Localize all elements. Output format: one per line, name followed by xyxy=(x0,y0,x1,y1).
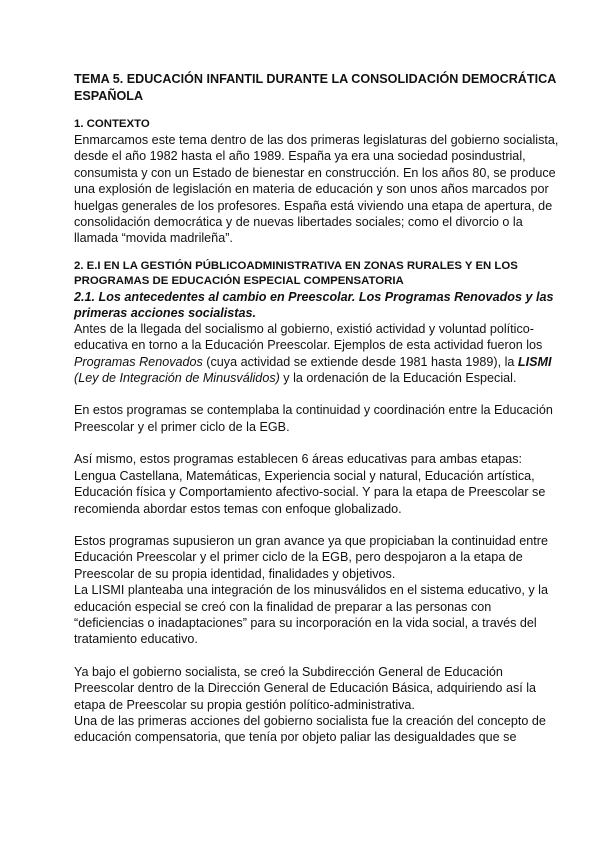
section-heading-gestion: 2. E.I EN LA GESTIÓN PÚBLICOADMINISTRATIVA EN ZONAS RURALES Y EN LOS PROGRAMAS DE EDUCACIÓN ESPECIAL COMPENSATORIA xyxy=(74,259,518,287)
section-heading-contexto: 1. CONTEXTO xyxy=(74,118,150,130)
paragraph-text: y la ordenación de la Educación Especial. xyxy=(279,371,517,386)
compensatoria-paragraph: Una de las primeras acciones del gobierno socialista fue la creación del concepto de educación compensatoria, que tenía por objeto paliar las desigualdades que se xyxy=(74,713,546,745)
subsection-heading-antecedentes: 2.1. Los antecedentes al cambio en Preescolar. Los Programas Renovados y las primeras acciones socialistas. xyxy=(74,289,554,320)
lismi-expansion: (Ley de Integración de Minusválidos) xyxy=(74,371,280,386)
lismi-term: LISMI xyxy=(517,354,552,369)
lismi-paragraph: La LISMI planteaba una integración de los minusválidos en el sistema educativo, y la educación especial se creó con la finalidad de preparar a las personas con “deficiencias o inadaptaciones” para su incorporación en la vida social, a través del tratamiento educativo. xyxy=(74,583,548,647)
paragraph-text: Antes de la llegada del socialismo al gobierno, existió actividad y voluntad político-educativa en torno a la Educación Preescolar. Ejemplos de esta actividad fueron los xyxy=(74,321,543,353)
avance-paragraph: Estos programas supusieron un gran avance ya que propiciaban la continuidad entre Educación Preescolar y el primer ciclo de la EGB, pero despojaron a la etapa de Preescolar de su propia identidad, finalidades y objetivos. xyxy=(74,533,548,581)
areas-paragraph: Así mismo, estos programas establecen 6 áreas educativas para ambas etapas: Lengua Castellana, Matemáticas, Experiencia social y natural, Educación artística, Educación física y Comportamiento afectivo-social. Y para la etapa de Preescolar se recomienda abordar estos temas con enfoque globalizado. xyxy=(74,452,546,516)
paragraph-text: (cuya actividad se extiende desde 1981 hasta 1989), la xyxy=(202,354,518,369)
contexto-paragraph: Enmarcamos este tema dentro de las dos primeras legislaturas del gobierno socialista, desde el año 1982 hasta el año 1989. España ya era una sociedad posindustrial, consumista y con un Estado de bienestar en construcción. En los años 80, se produce una explosión de legislación en materia de educación y son unos años marcados por huelgas generales de los profesores. España está viviendo una etapa de apertura, de consolidación democrática y de nuevas libertades sociales; como el divorcio o la llamada “movida madrileña”. xyxy=(74,133,559,246)
subdireccion-paragraph: Ya bajo el gobierno socialista, se creó la Subdirección General de Educación Preescolar dentro de la Dirección General de Educación Básica, adquiriendo así la etapa de Preescolar su propia gestión político-administrativa. xyxy=(74,664,537,712)
document-title: TEMA 5. EDUCACIÓN INFANTIL DURANTE LA CONSOLIDACIÓN DEMOCRÁTICA ESPAÑOLA xyxy=(74,72,556,103)
continuidad-paragraph: En estos programas se contemplaba la continuidad y coordinación entre la Educación Preescolar y el primer ciclo de la EGB. xyxy=(74,403,553,434)
antecedentes-paragraph xyxy=(74,321,560,387)
programas-renovados-term: Programas Renovados xyxy=(74,354,203,369)
